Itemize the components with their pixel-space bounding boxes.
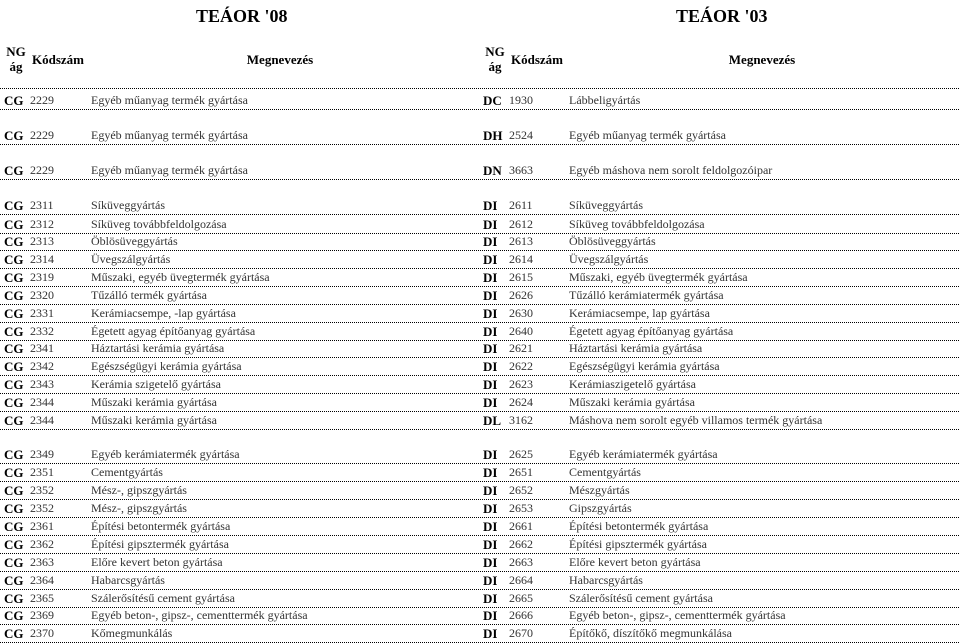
ng-08-cell: CG [4,377,24,392]
code-03-cell: 2623 [509,377,533,391]
code-08-cell: 2229 [30,163,54,177]
name-08-cell: Szálerősítésű cement gyártása [91,591,235,605]
name-03-cell: Műszaki kerámia gyártása [569,395,695,409]
header-ng-right-line2: ág [488,59,502,74]
code-08-cell: 2364 [30,573,54,587]
table-row [0,376,959,393]
code-08-cell: 2229 [30,93,54,107]
code-08-cell: 2343 [30,377,54,391]
name-08-cell: Síküveg továbbfeldolgozása [91,217,227,231]
name-08-cell: Építési gipsztermék gyártása [91,537,229,551]
name-08-cell: Mész-, gipszgyártás [91,483,187,497]
ng-08-cell: CG [4,93,24,108]
ng-08-cell: CG [4,324,24,339]
code-03-cell: 2625 [509,447,533,461]
code-08-cell: 2363 [30,555,54,569]
header-code-right: Kódszám [511,52,563,67]
table-row [0,464,959,481]
table-row [0,269,959,286]
name-03-cell: Építési gipsztermék gyártása [569,537,707,551]
name-08-cell: Háztartási kerámia gyártása [91,341,225,355]
ng-03-cell: DI [483,591,498,606]
ng-08-cell: CG [4,501,24,516]
ng-08-cell: CG [4,447,24,462]
name-08-cell: Előre kevert beton gyártása [91,555,223,569]
ng-08-cell: CG [4,270,24,285]
name-03-cell: Üvegszálgyártás [569,252,649,266]
ng-03-cell: DI [483,377,498,392]
table-row [0,162,959,179]
table-row [0,518,959,535]
table-row [0,590,959,607]
code-03-cell: 2613 [509,234,533,248]
name-08-cell: Öblösüveggyártás [91,234,178,248]
code-03-cell: 2670 [509,626,533,640]
table-row [0,305,959,322]
code-08-cell: 2332 [30,324,54,338]
ng-03-cell: DI [483,252,498,267]
ng-03-cell: DL [483,413,502,428]
ng-08-cell: CG [4,252,24,267]
ng-08-cell: CG [4,163,24,178]
code-08-cell: 2320 [30,288,54,302]
code-03-cell: 2611 [509,198,533,212]
name-08-cell: Műszaki kerámia gyártása [91,413,217,427]
code-03-cell: 2665 [509,591,533,605]
ng-08-cell: CG [4,395,24,410]
code-03-cell: 2612 [509,217,533,231]
table-row [0,287,959,304]
name-08-cell: Tűzálló termék gyártása [91,288,207,302]
header-ng-left-line2: ág [9,59,23,74]
table-row [0,323,959,340]
name-03-cell: Égetett agyag építőanyag gyártása [569,324,734,338]
code-08-cell: 2361 [30,519,54,533]
header-name-right: Megnevezés [728,52,796,67]
name-08-cell: Habarcsgyártás [91,573,165,587]
code-03-cell: 2652 [509,483,533,497]
name-03-cell: Síküveggyártás [569,198,643,212]
header-ng-left-line1: NG [6,44,26,59]
code-08-cell: 2352 [30,483,54,497]
name-08-cell: Egyéb műanyag termék gyártása [91,93,248,107]
title-teaor-03: TEÁOR '03 [676,6,768,26]
code-08-cell: 2344 [30,395,54,409]
name-03-cell: Öblösüveggyártás [569,234,656,248]
name-08-cell: Cementgyártás [91,465,163,479]
code-03-cell: 2624 [509,395,533,409]
code-08-cell: 2314 [30,252,54,266]
name-03-cell: Lábbeligyártás [569,93,641,107]
name-08-cell: Egyéb beton-, gipsz-, cementtermék gyártása [91,608,308,622]
ng-03-cell: DI [483,447,498,462]
code-08-cell: 2319 [30,270,54,284]
name-08-cell: Egyéb műanyag termék gyártása [91,128,248,142]
ng-08-cell: CG [4,591,24,606]
table-row [0,536,959,553]
ng-03-cell: DI [483,306,498,321]
table-row [0,625,959,642]
ng-08-cell: CG [4,128,24,143]
ng-03-cell: DI [483,519,498,534]
name-03-cell: Építőkő, díszítőkő megmunkálása [569,626,732,640]
name-03-cell: Háztartási kerámia gyártása [569,341,703,355]
ng-08-cell: CG [4,465,24,480]
code-03-cell: 2615 [509,270,533,284]
table-row [0,251,959,268]
ng-03-cell: DI [483,501,498,516]
code-03-cell: 2653 [509,501,533,515]
code-08-cell: 2370 [30,626,54,640]
code-08-cell: 2369 [30,608,54,622]
name-03-cell: Máshova nem sorolt egyéb villamos termék gyártása [569,413,823,427]
code-03-cell: 1930 [509,93,533,107]
code-08-cell: 2229 [30,128,54,142]
ng-08-cell: CG [4,341,24,356]
name-08-cell: Egyéb műanyag termék gyártása [91,163,248,177]
ng-03-cell: DI [483,395,498,410]
code-03-cell: 2524 [509,128,533,142]
ng-08-cell: CG [4,198,24,213]
table-row [0,412,959,429]
code-03-cell: 2662 [509,537,533,551]
ng-03-cell: DI [483,537,498,552]
code-03-cell: 2640 [509,324,533,338]
name-08-cell: Kerámia szigetelő gyártása [91,377,221,391]
code-03-cell: 3663 [509,163,533,177]
ng-03-cell: DI [483,324,498,339]
name-03-cell: Egyéb műanyag termék gyártása [569,128,726,142]
name-08-cell: Egyéb kerámiatermék gyártása [91,447,240,461]
ng-03-cell: DI [483,608,498,623]
name-03-cell: Gipszgyártás [569,501,632,515]
code-03-cell: 2666 [509,608,533,622]
code-08-cell: 2331 [30,306,54,320]
code-08-cell: 2312 [30,217,54,231]
table-row [0,554,959,571]
ng-03-cell: DI [483,359,498,374]
name-08-cell: Építési betontermék gyártása [91,519,231,533]
code-03-cell: 2661 [509,519,533,533]
ng-03-cell: DI [483,270,498,285]
table-row [0,197,959,214]
ng-08-cell: CG [4,519,24,534]
ng-08-cell: CG [4,626,24,641]
name-08-cell: Síküveggyártás [91,198,165,212]
code-08-cell: 2349 [30,447,54,461]
name-08-cell: Égetett agyag építőanyag gyártása [91,324,256,338]
header-name-left: Megnevezés [246,52,314,67]
header-code-left: Kódszám [32,52,84,67]
ng-08-cell: CG [4,306,24,321]
code-03-cell: 2651 [509,465,533,479]
name-08-cell: Üvegszálgyártás [91,252,171,266]
header-ng-right-line1: NG [485,44,505,59]
ng-03-cell: DI [483,573,498,588]
name-03-cell: Műszaki, egyéb üvegtermék gyártása [569,270,748,284]
code-03-cell: 2664 [509,573,533,587]
name-03-cell: Kerámiacsempe, lap gyártása [569,306,710,320]
table-row [0,572,959,589]
name-03-cell: Egyéb beton-, gipsz-, cementtermék gyártása [569,608,786,622]
ng-08-cell: CG [4,608,24,623]
ng-08-cell: CG [4,359,24,374]
name-03-cell: Egyéb kerámiatermék gyártása [569,447,718,461]
name-08-cell: Kerámiacsempe, -lap gyártása [91,306,236,320]
name-03-cell: Kerámiaszigetelő gyártása [569,377,696,391]
ng-08-cell: CG [4,483,24,498]
code-03-cell: 2663 [509,555,533,569]
code-08-cell: 2313 [30,234,54,248]
ng-03-cell: DN [483,163,502,178]
name-08-cell: Kőmegmunkálás [91,626,173,640]
table-row [0,358,959,375]
ng-03-cell: DC [483,93,502,108]
ng-03-cell: DI [483,234,498,249]
ng-03-cell: DI [483,288,498,303]
table-row [0,233,959,250]
ng-03-cell: DI [483,217,498,232]
code-03-cell: 3162 [509,413,533,427]
name-03-cell: Szálerősítésű cement gyártása [569,591,713,605]
table-row [0,607,959,624]
name-03-cell: Habarcsgyártás [569,573,643,587]
table-row [0,446,959,463]
code-08-cell: 2352 [30,501,54,515]
ng-08-cell: CG [4,573,24,588]
ng-08-cell: CG [4,288,24,303]
title-teaor-08: TEÁOR '08 [196,6,288,26]
ng-03-cell: DI [483,465,498,480]
code-03-cell: 2630 [509,306,533,320]
name-08-cell: Műszaki, egyéb üvegtermék gyártása [91,270,270,284]
name-08-cell: Egészségügyi kerámia gyártása [91,359,242,373]
ng-03-cell: DI [483,198,498,213]
name-03-cell: Egyéb máshova nem sorolt feldolgozóipar [569,163,773,177]
ng-03-cell: DI [483,555,498,570]
code-03-cell: 2614 [509,252,533,266]
ng-03-cell: DI [483,626,498,641]
ng-08-cell: CG [4,234,24,249]
code-03-cell: 2626 [509,288,533,302]
code-03-cell: 2621 [509,341,533,355]
ng-03-cell: DH [483,128,503,143]
name-03-cell: Előre kevert beton gyártása [569,555,701,569]
ng-08-cell: CG [4,413,24,428]
name-03-cell: Egészségügyi kerámia gyártása [569,359,720,373]
code-08-cell: 2341 [30,341,54,355]
name-08-cell: Mész-, gipszgyártás [91,501,187,515]
ng-03-cell: DI [483,483,498,498]
code-08-cell: 2365 [30,591,54,605]
table-row [0,92,959,109]
table-row [0,394,959,411]
table-row [0,340,959,357]
ng-08-cell: CG [4,555,24,570]
name-03-cell: Tűzálló kerámiatermék gyártása [569,288,724,302]
table-row [0,216,959,233]
code-08-cell: 2342 [30,359,54,373]
code-08-cell: 2362 [30,537,54,551]
name-03-cell: Mészgyártás [569,483,630,497]
code-08-cell: 2311 [30,198,54,212]
code-03-cell: 2622 [509,359,533,373]
ng-08-cell: CG [4,537,24,552]
name-03-cell: Síküveg továbbfeldolgozása [569,217,705,231]
name-03-cell: Építési betontermék gyártása [569,519,709,533]
name-08-cell: Műszaki kerámia gyártása [91,395,217,409]
table-row [0,482,959,499]
ng-03-cell: DI [483,341,498,356]
table-row [0,127,959,144]
table-row [0,500,959,517]
code-08-cell: 2351 [30,465,54,479]
ng-08-cell: CG [4,217,24,232]
name-03-cell: Cementgyártás [569,465,641,479]
code-08-cell: 2344 [30,413,54,427]
